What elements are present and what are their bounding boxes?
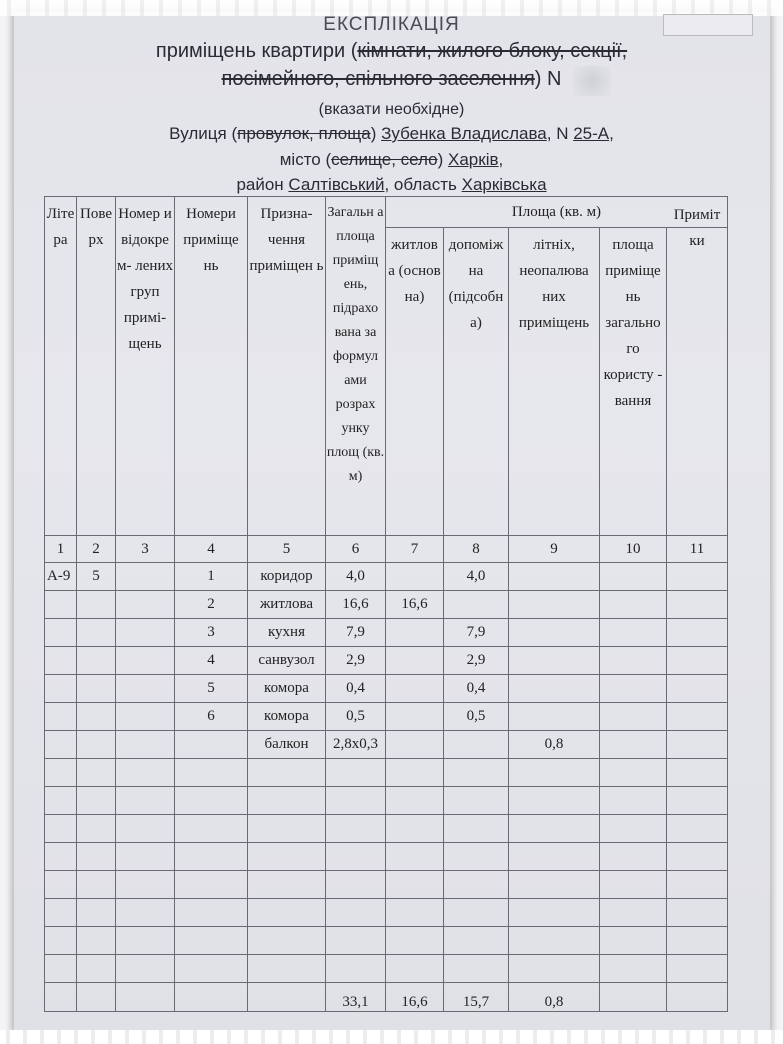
subtitle-line-2 — [0, 68, 783, 91]
table-cell — [509, 843, 600, 871]
table-cell — [116, 563, 175, 591]
table-cell: 6 — [175, 703, 248, 731]
header-notes: Приміт ки — [667, 198, 728, 506]
header-area-group-label: Площа (кв. м) — [511, 204, 602, 220]
table-cell — [667, 955, 728, 983]
table-cell — [248, 955, 326, 983]
table-cell — [116, 843, 175, 871]
table-cell — [45, 899, 77, 927]
table-cell: 2,9 — [326, 647, 386, 675]
table-cell — [175, 899, 248, 927]
table-cell — [600, 787, 667, 815]
table-cell: санвузол — [248, 647, 326, 675]
table-cell — [444, 759, 509, 787]
district-value: Салтівський — [288, 175, 385, 194]
subtitle-plain-1: приміщень квартири ( — [155, 40, 358, 62]
table-row-empty — [45, 899, 728, 927]
column-number: 3 — [116, 536, 175, 563]
table-cell — [326, 815, 386, 843]
table-cell — [667, 871, 728, 899]
table-row-empty — [45, 871, 728, 899]
table-cell — [326, 955, 386, 983]
table-cell — [600, 899, 667, 927]
table-cell — [116, 871, 175, 899]
table-cell — [77, 927, 116, 955]
table-cell — [509, 955, 600, 983]
total-cell — [175, 983, 248, 1012]
table-row-empty — [45, 759, 728, 787]
table-cell — [175, 731, 248, 759]
table-cell — [45, 871, 77, 899]
table-cell — [77, 731, 116, 759]
header-common: площа приміще нь загально го користу - вання — [600, 228, 667, 536]
table-cell — [444, 815, 509, 843]
column-number: 2 — [77, 536, 116, 563]
table-cell: 16,6 — [386, 591, 444, 619]
table-cell: 0,4 — [444, 675, 509, 703]
column-number: 11 — [667, 536, 728, 563]
street-line: Вулиця (провулок, площа) Зубенка Владислава, N 25-А, — [169, 124, 614, 143]
table-cell — [600, 871, 667, 899]
document-title: ЕКСПЛІКАЦІЯ — [323, 14, 460, 35]
table-cell — [600, 843, 667, 871]
table-cell — [444, 843, 509, 871]
table-cell — [444, 731, 509, 759]
table-cell — [600, 619, 667, 647]
number-value: 25-А — [573, 124, 610, 143]
table-cell — [600, 591, 667, 619]
table-cell — [386, 703, 444, 731]
table-cell — [386, 619, 444, 647]
table-cell — [45, 843, 77, 871]
table-cell — [386, 899, 444, 927]
table-cell: 7,9 — [444, 619, 509, 647]
table-cell — [175, 927, 248, 955]
table-cell — [45, 815, 77, 843]
header-summer: літніх, неопалюва них приміщень — [509, 228, 600, 536]
header-total-area: Загальн а площа приміщ ень, підрахо вана за формул ами розрах унку площ (кв. м) — [326, 197, 386, 536]
table-cell — [667, 675, 728, 703]
table-cell: 4 — [175, 647, 248, 675]
table-cell — [667, 843, 728, 871]
table-cell — [77, 787, 116, 815]
table-cell — [175, 787, 248, 815]
table-cell — [509, 787, 600, 815]
total-cell — [248, 983, 326, 1012]
town-line: місто (селище, село) Харків, — [279, 150, 504, 169]
district-line — [0, 175, 783, 195]
table-row-empty — [45, 927, 728, 955]
column-number: 9 — [509, 536, 600, 563]
table-cell — [45, 703, 77, 731]
table-row — [45, 703, 728, 731]
table-cell — [509, 815, 600, 843]
table-cell — [600, 955, 667, 983]
explication-table — [44, 196, 728, 1012]
table-cell — [248, 787, 326, 815]
table-cell — [326, 871, 386, 899]
region-label: , область — [384, 175, 457, 194]
table-cell — [175, 871, 248, 899]
total-cell — [45, 983, 77, 1012]
table-cell — [175, 815, 248, 843]
column-number: 4 — [175, 536, 248, 563]
torn-edge-bottom — [0, 1030, 783, 1044]
table-cell — [77, 675, 116, 703]
table-cell: кухня — [248, 619, 326, 647]
table-cell — [667, 759, 728, 787]
table-cell — [386, 815, 444, 843]
table-cell: житлова — [248, 591, 326, 619]
table-cell — [116, 927, 175, 955]
table-cell — [667, 731, 728, 759]
total-cell: 16,6 — [386, 983, 444, 1012]
town-label: місто ( — [279, 150, 332, 169]
table-cell — [77, 619, 116, 647]
column-number: 1 — [45, 536, 77, 563]
number-label: , N — [546, 124, 569, 143]
table-cell — [509, 591, 600, 619]
table-cell — [248, 899, 326, 927]
table-cell: 5 — [77, 563, 116, 591]
district-label: район — [236, 175, 284, 194]
table-cell: 1 — [175, 563, 248, 591]
table-cell — [667, 787, 728, 815]
table-cell — [248, 815, 326, 843]
table-cell — [116, 759, 175, 787]
table-row — [45, 647, 728, 675]
table-cell — [667, 591, 728, 619]
table-cell: 2 — [175, 591, 248, 619]
street-close: ) — [370, 124, 377, 143]
table-cell — [77, 955, 116, 983]
table-cell — [509, 927, 600, 955]
region-value: Харківська — [461, 175, 547, 194]
table-cell — [509, 675, 600, 703]
table-cell — [667, 647, 728, 675]
table-cell — [667, 703, 728, 731]
header-poverkh: Пове рх — [77, 197, 116, 536]
table-cell — [116, 647, 175, 675]
table-cell — [116, 703, 175, 731]
table-cell — [175, 843, 248, 871]
table-cell — [248, 927, 326, 955]
table-cell: 2,8х0,3 — [326, 731, 386, 759]
street-struck: провулок, площа — [237, 124, 371, 143]
instruction-note: (вказати необхідне) — [318, 101, 465, 118]
subtitle-line-1 — [0, 40, 783, 63]
table-cell — [386, 871, 444, 899]
town-value: Харків — [448, 150, 499, 169]
total-cell — [116, 983, 175, 1012]
table-row — [45, 675, 728, 703]
table-row — [45, 731, 728, 759]
table-cell — [45, 619, 77, 647]
table-cell — [444, 787, 509, 815]
table-cell — [444, 591, 509, 619]
table-cell — [175, 955, 248, 983]
total-cell — [600, 983, 667, 1012]
table-row — [45, 619, 728, 647]
table-cell: комора — [248, 703, 326, 731]
table-cell — [444, 899, 509, 927]
column-number: 6 — [326, 536, 386, 563]
street-value: Зубенка Владислава — [381, 124, 547, 143]
table-cell — [600, 759, 667, 787]
total-cell — [667, 983, 728, 1012]
subtitle-plain-2: ) N — [534, 68, 562, 90]
table-cell: 0,5 — [326, 703, 386, 731]
table-cell — [509, 619, 600, 647]
table-cell — [116, 675, 175, 703]
table-cell: А-9 — [45, 563, 77, 591]
total-cell — [77, 983, 116, 1012]
table-row-empty — [45, 843, 728, 871]
table-cell: 0,8 — [509, 731, 600, 759]
table-cell — [444, 927, 509, 955]
column-number: 5 — [248, 536, 326, 563]
table-cell — [116, 787, 175, 815]
table-cell — [45, 955, 77, 983]
table-cell — [509, 563, 600, 591]
table-cell — [667, 815, 728, 843]
table-row — [45, 591, 728, 619]
table-cell — [667, 563, 728, 591]
table-cell — [600, 647, 667, 675]
table-cell — [116, 899, 175, 927]
table-cell: 0,4 — [326, 675, 386, 703]
table-row — [45, 563, 728, 591]
table-cell: 16,6 — [326, 591, 386, 619]
table-cell — [326, 843, 386, 871]
table-cell — [667, 927, 728, 955]
header-room-numbers: Номери приміще нь — [175, 197, 248, 536]
table-cell — [77, 703, 116, 731]
table-row-empty — [45, 787, 728, 815]
table-cell — [77, 899, 116, 927]
table-cell — [77, 647, 116, 675]
table-cell: балкон — [248, 731, 326, 759]
table-cell — [600, 675, 667, 703]
table-cell: 3 — [175, 619, 248, 647]
table-cell — [386, 955, 444, 983]
header-auxiliary: допоміж на (підсобн а) — [444, 228, 509, 536]
table-cell — [386, 563, 444, 591]
table-cell — [509, 759, 600, 787]
table-cell — [45, 731, 77, 759]
total-cell: 33,1 — [326, 983, 386, 1012]
table-cell — [667, 899, 728, 927]
table-cell — [45, 675, 77, 703]
table-cell — [326, 927, 386, 955]
table-row-empty — [45, 955, 728, 983]
table-cell — [116, 591, 175, 619]
table-cell — [600, 703, 667, 731]
table-cell: комора — [248, 675, 326, 703]
table-cell — [116, 815, 175, 843]
table-cell: 0,5 — [444, 703, 509, 731]
table-cell — [509, 703, 600, 731]
table-cell — [45, 647, 77, 675]
table-cell — [326, 899, 386, 927]
header-group-numbers: Номер и відокре м- лених груп примі- щень — [116, 197, 175, 536]
header-room-purpose: Призна- чення приміщен ь — [248, 197, 326, 536]
subtitle-struck-2: посімейного, спільного заселення — [221, 68, 535, 90]
table-cell — [77, 815, 116, 843]
town-close: ) — [437, 150, 444, 169]
table-row-empty — [45, 815, 728, 843]
totals-row — [45, 983, 728, 1012]
table-cell — [116, 731, 175, 759]
column-number: 8 — [444, 536, 509, 563]
table-cell — [248, 843, 326, 871]
table-cell — [509, 647, 600, 675]
table-cell: 7,9 — [326, 619, 386, 647]
table-cell — [248, 759, 326, 787]
table-cell — [509, 871, 600, 899]
table-cell — [386, 675, 444, 703]
table-cell: коридор — [248, 563, 326, 591]
table-cell — [386, 647, 444, 675]
table-cell — [45, 759, 77, 787]
table-cell: 5 — [175, 675, 248, 703]
table-cell — [600, 563, 667, 591]
table-cell — [667, 619, 728, 647]
column-number: 10 — [600, 536, 667, 563]
table-cell: 2,9 — [444, 647, 509, 675]
table-cell — [444, 955, 509, 983]
table-cell — [386, 731, 444, 759]
table-cell — [77, 591, 116, 619]
table-cell — [386, 759, 444, 787]
table-cell — [600, 927, 667, 955]
table-cell — [509, 899, 600, 927]
table-cell — [326, 787, 386, 815]
table-cell — [77, 871, 116, 899]
table-cell — [444, 871, 509, 899]
header-litera: Літе ра — [45, 197, 77, 536]
table-cell — [45, 591, 77, 619]
table-cell — [77, 843, 116, 871]
table-cell — [386, 843, 444, 871]
table-cell — [45, 787, 77, 815]
total-cell: 0,8 — [509, 983, 600, 1012]
table-cell: 4,0 — [326, 563, 386, 591]
table-cell — [600, 815, 667, 843]
table-cell — [116, 619, 175, 647]
table-cell — [175, 759, 248, 787]
table-cell — [248, 871, 326, 899]
street-label: Вулиця ( — [169, 124, 238, 143]
town-struck: селище, село — [331, 150, 438, 169]
table-cell: 4,0 — [444, 563, 509, 591]
total-cell: 15,7 — [444, 983, 509, 1012]
table-cell — [600, 731, 667, 759]
table-cell — [326, 759, 386, 787]
table-cell — [386, 787, 444, 815]
table-cell — [386, 927, 444, 955]
table-cell — [77, 759, 116, 787]
header-living: житлов а (основ на) — [386, 228, 444, 536]
subtitle-struck-1: кімнати, жилого блоку, секції, — [357, 40, 628, 62]
column-number: 7 — [386, 536, 444, 563]
table-cell — [116, 955, 175, 983]
column-number-row — [45, 536, 728, 563]
table-cell — [45, 927, 77, 955]
